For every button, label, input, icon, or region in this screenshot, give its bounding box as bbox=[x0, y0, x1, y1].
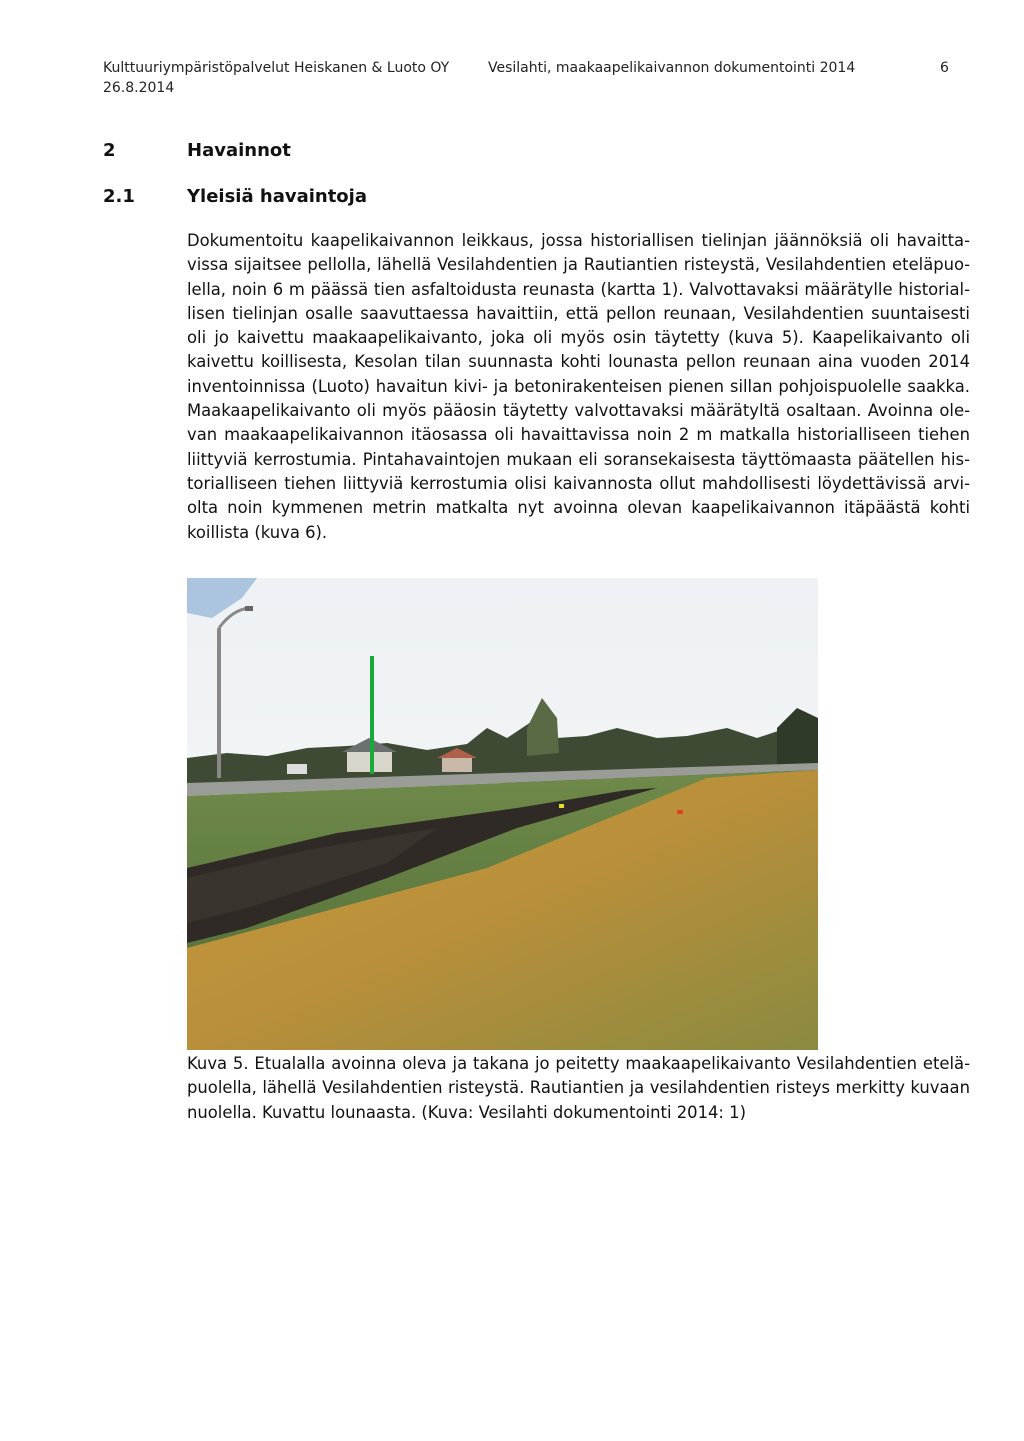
body-paragraph: Dokumentoitu kaapelikaivannon leikkaus, jossa historiallisen tielinjan jäännöksiä oli havaittavissa sijaitsee pellolla, lähellä Vesilahdentien ja Rautiantien risteystä, Vesilahdentien eteläpuolella, noin 6 m päässä tien asfaltoidusta reunasta (kartta 1). Valvottavaksi määrätylle historiallisen tielinjan osalle saavuttaessa havaittiin, että pellon reunaan, Vesilahdentien suuntaisesti oli jo kaivettu maakaapelikaivanto, joka oli myös osin täytetty (kuva 5). Kaapelikaivanto oli kaivettu koillisesta, Kesolan tilan suunnasta kohti lounasta pellon reunaan aina vuoden 2014 inventoinnissa (Luoto) havaitun kivi- ja betonirakenteisen pienen sillan pohjoispuolelle saakka. Maakaapelikaivanto oli myös pääosin täytetty valvottavaksi määrätyltä osaltaan. Avoinna olevan maakaapelikaivannon itäosassa oli havaittavissa noin 2 m matkalla historialliseen tiehen liittyviä kerrostumia. Pintahavaintojen mukaan eli soransekaisesta täyttömaasta päätellen historialliseen tiehen liittyviä kerrostumia olisi kaivannosta ollut mahdollisesti löydettävissä arviolta noin kymmenen metrin matkalta nyt avoinna olevan kaapelikaivannon itäpäästä kohti koillista (kuva 6). bbox=[187, 231, 970, 542]
field-trench-photo bbox=[187, 578, 818, 1050]
header-organization: Kulttuuriympäristöpalvelut Heiskanen & Luoto OY bbox=[103, 60, 450, 76]
page-number: 6 bbox=[940, 60, 949, 76]
green-arrow-marker bbox=[370, 656, 374, 774]
header-document-title: Vesilahti, maakaapelikaivannon dokumentointi 2014 bbox=[488, 60, 856, 76]
header-left bbox=[103, 58, 449, 98]
section-number: 2 bbox=[103, 140, 116, 161]
header-date: 26.8.2014 bbox=[103, 80, 175, 96]
figure-caption: Kuva 5. Etualalla avoinna oleva ja takana jo peitetty maakaapelikaivanto Vesilahdentien eteläpuolella, lähellä Vesilahdentien risteystä. Rautiantien ja vesilahdentien risteys merkitty kuvaan nuolella. Kuvattu lounaasta. (Kuva: Vesilahti dokumentointi 2014: 1) bbox=[187, 1054, 970, 1122]
subsection-number: 2.1 bbox=[103, 186, 135, 207]
section-title: Havainnot bbox=[187, 140, 291, 161]
subsection-title: Yleisiä havaintoja bbox=[187, 186, 367, 207]
